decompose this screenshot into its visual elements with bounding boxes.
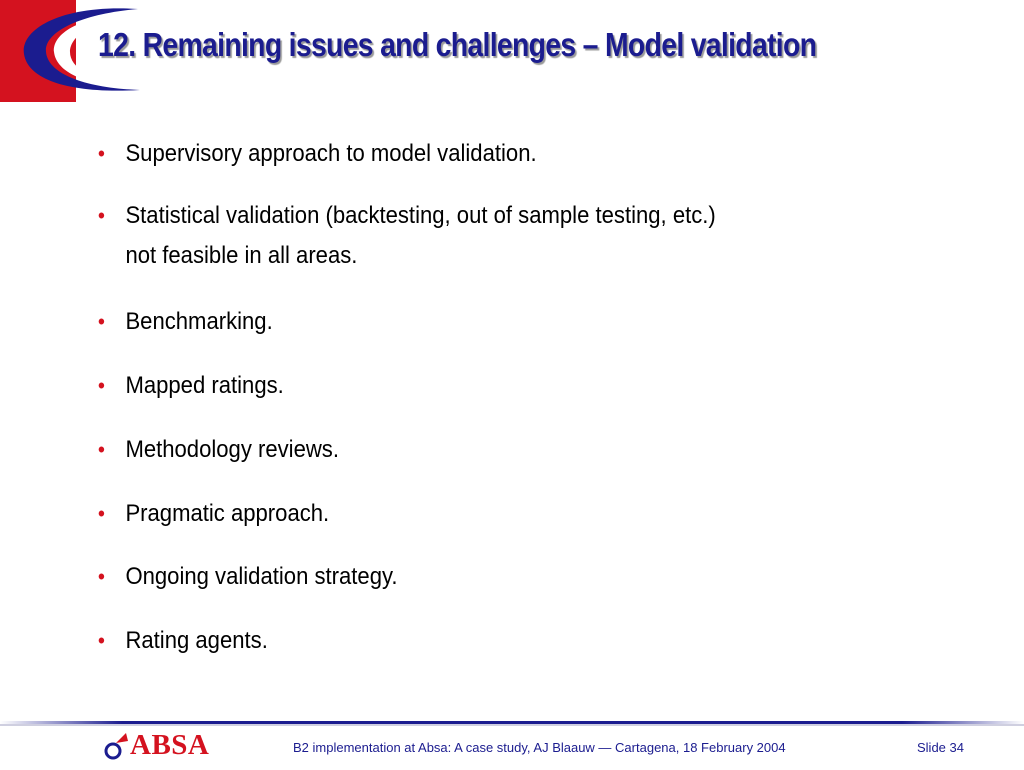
bullet-item xyxy=(96,134,537,174)
bullet-text: Pragmatic approach. xyxy=(125,500,330,527)
bullet-item xyxy=(96,196,716,276)
bullet-text: Methodology reviews. xyxy=(125,436,339,463)
bullet-dot-icon: • xyxy=(97,141,105,166)
bullet-item xyxy=(96,366,284,406)
bullet-dot-icon: • xyxy=(97,501,105,526)
bullet-dot-icon: • xyxy=(97,628,105,653)
bullet-dot-icon: • xyxy=(97,437,105,462)
footer-divider xyxy=(0,719,1024,727)
absa-logo xyxy=(104,729,210,765)
slide-number: Slide 34 xyxy=(917,740,964,755)
bullet-text: Rating agents. xyxy=(125,627,268,654)
bullet-item xyxy=(96,557,398,597)
absa-symbol-icon xyxy=(104,731,130,765)
bullet-dot-icon: • xyxy=(97,309,105,334)
bullet-item xyxy=(96,430,339,470)
bullet-item xyxy=(96,302,273,342)
bullet-dot-icon: • xyxy=(97,203,105,228)
bullet-item xyxy=(96,621,268,661)
bullet-dot-icon: • xyxy=(97,564,105,589)
bullet-text-continued: not feasible in all areas. xyxy=(125,242,358,269)
bullet-text: Ongoing validation strategy. xyxy=(125,563,398,590)
footer-caption: B2 implementation at Absa: A case study, AJ Blaauw — Cartagena, 18 February 2004 xyxy=(293,740,786,755)
absa-wordmark: ABSA xyxy=(130,729,210,761)
bullet-text: Supervisory approach to model validation. xyxy=(125,140,537,167)
bullet-dot-icon: • xyxy=(97,373,105,398)
slide-title: 12. Remaining issues and challenges – Model validation xyxy=(98,26,817,63)
bullet-text: Statistical validation (backtesting, out of sample testing, etc.) xyxy=(125,202,716,229)
bullet-item xyxy=(96,494,329,534)
bullet-text: Mapped ratings. xyxy=(125,372,284,399)
bullet-text: Benchmarking. xyxy=(125,308,273,335)
